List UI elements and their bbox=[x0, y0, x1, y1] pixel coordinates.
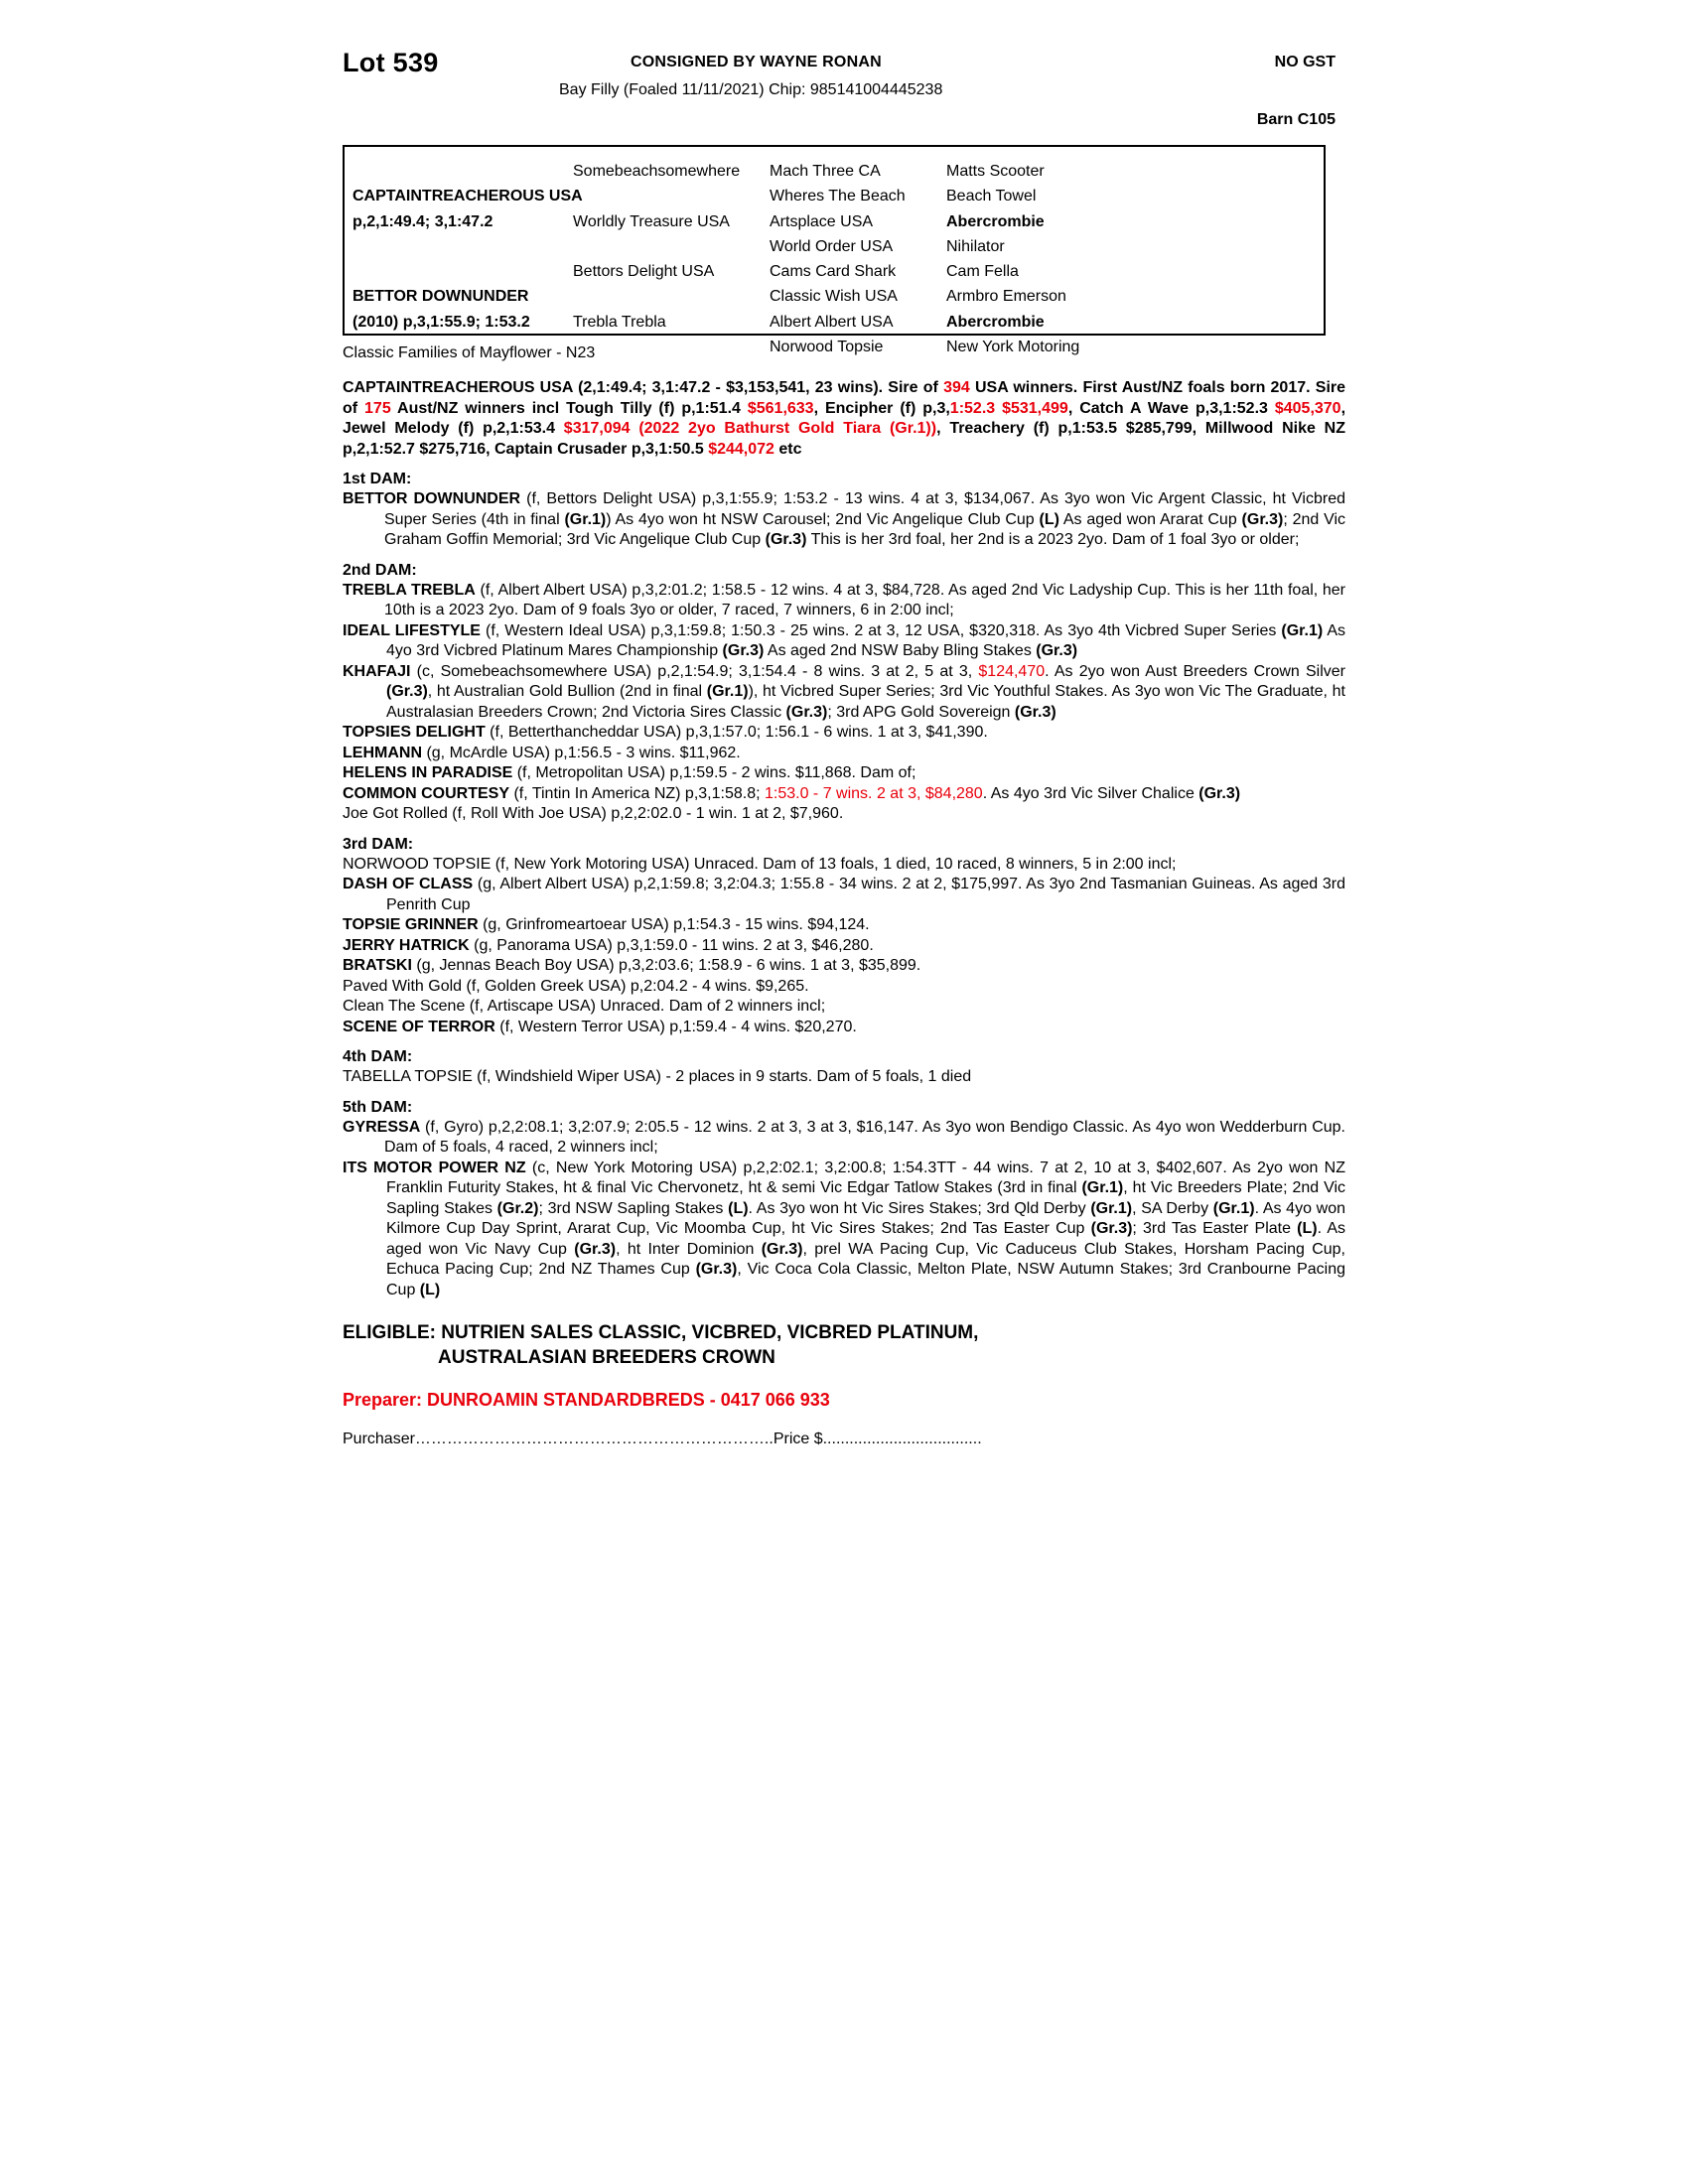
entry-details: (f, Western Terror USA) p,1:59.4 - 4 wins. $20,270. bbox=[494, 1018, 857, 1035]
sire-para-r2: 175 bbox=[364, 399, 391, 417]
sire-sire: Somebeachsomewhere bbox=[573, 163, 741, 180]
pedigree-entry bbox=[343, 621, 1345, 662]
sire-gp4: World Order USA bbox=[770, 237, 894, 255]
dam-heading: 2nd DAM: bbox=[343, 561, 417, 579]
dam-gp3: Albert Albert USA bbox=[770, 313, 894, 331]
dam-gp1: Cams Card Shark bbox=[770, 263, 897, 281]
barn-number: Barn C105 bbox=[1256, 111, 1336, 128]
pedigree-entry bbox=[343, 744, 1345, 764]
page-content bbox=[343, 40, 1345, 1448]
entry-name: TREBLA TREBLA bbox=[343, 581, 476, 599]
horse-description: Bay Filly (Foaled 11/11/2021) Chip: 985141004445238 bbox=[559, 81, 943, 98]
entry-name: BRATSKI bbox=[343, 957, 412, 974]
pedigree-col-grandparents bbox=[573, 147, 772, 334]
gst-status: NO GST bbox=[1274, 54, 1336, 70]
sire-ggp3: Abercrombie bbox=[946, 212, 1045, 230]
entry-details: (c, New York Motoring USA) p,2,2:02.1; 3,2:00.8; 1:54.3TT - 44 wins. 7 at 2, 10 at 3, $402,607. As 2yo won NZ Franklin Futurity Stakes, ht & final Vic Chervonetz, ht & semi Vic Edgar Tatlow Stakes (3rd in final (Gr.1), ht Vic Breeders Plate; 2nd Vic Sapling Stakes (Gr.2); 3rd NSW Sapling Stakes (L). As 3yo won ht Vic Sires Stakes; 3rd Qld Derby (Gr.1), SA Derby (Gr.1). As 4yo won Kilmore Cup Day Sprint, Ararat Cup, Vic Moomba Cup, ht Vic Sires Stakes; 2nd Tas Easter Cup (Gr.3); 3rd Tas Easter Plate (L). As aged won Vic Navy Cup (Gr.3), ht Inter Dominion (Gr.3), prel WA Pacing Cup, Vic Caduceus Club Stakes, Horsham Pacing Cup, Echuca Pacing Cup; 2nd NZ Thames Cup (Gr.3), Vic Coca Cola Classic, Melton Plate, NSW Autumn Stakes; 3rd Cranbourne Pacing Cup (L) bbox=[386, 1159, 1346, 1298]
entry-name: GYRESSA bbox=[343, 1118, 421, 1136]
sire-name: CAPTAINTREACHEROUS USA bbox=[352, 188, 583, 205]
sire-gp2: Wheres The Beach bbox=[770, 188, 906, 205]
entry-name: HELENS IN PARADISE bbox=[343, 764, 513, 781]
sire-para-p7: , Treachery (f) p,1:53.5 $285,799, Millwood Nike NZ p,2,1:52.7 $275,716, Captain Crusader p,3,1:50.5 bbox=[343, 420, 1345, 458]
entry-details: (g, Grinfromeartoear USA) p,1:54.3 - 15 wins. $94,124. bbox=[478, 916, 870, 933]
pedigree-entry bbox=[343, 763, 1345, 784]
entry-details: (f, Albert Albert USA) p,3,2:01.2; 1:58.5 - 12 wins. 4 at 3, $84,728. As aged 2nd Vic Ladyship Cup. This is her 11th foal, her 10th is a 2023 2yo. Dam of 9 foals 3yo or older, 7 raced, 7 winners, 6 in 2:00 incl; bbox=[384, 581, 1346, 618]
entry-details: (f, Betterthancheddar USA) p,3,1:57.0; 1:56.1 - 6 wins. 1 at 3, $41,390. bbox=[485, 724, 988, 741]
dam-gp2: Classic Wish USA bbox=[770, 288, 898, 306]
entry-name: SCENE OF TERROR bbox=[343, 1018, 495, 1035]
entry-name: TOPSIE GRINNER bbox=[343, 916, 479, 933]
sire-dam: Worldly Treasure USA bbox=[573, 212, 730, 230]
sire-ggp1: Matts Scooter bbox=[946, 163, 1045, 180]
page-header bbox=[343, 40, 1345, 139]
entry-details: (f, Gyro) p,2,2:08.1; 3,2:07.9; 2:05.5 - 12 wins. 2 at 3, 3 at 3, $16,147. As 3yo won Bendigo Classic. As 4yo won Wedderburn Cup. Dam of 5 foals, 4 raced, 2 winners incl; bbox=[384, 1118, 1345, 1156]
dam-name: BETTOR DOWNUNDER bbox=[352, 288, 529, 306]
pedigree-entry bbox=[343, 997, 1345, 1018]
sire-para-p1: CAPTAINTREACHEROUS USA (2,1:49.4; 3,1:47.2 - $3,153,541, 23 wins). Sire of bbox=[343, 379, 944, 396]
entry-name: DASH OF CLASS bbox=[343, 876, 474, 892]
entry-name: NORWOOD TOPSIE bbox=[343, 855, 492, 873]
highlight-earnings: $124,470 bbox=[978, 662, 1046, 680]
pedigree-entry bbox=[343, 915, 1345, 936]
sire-para-p3: Aust/NZ winners incl Tough Tilly (f) p,1:51.4 bbox=[390, 399, 748, 417]
entry-name: Clean The Scene bbox=[343, 998, 466, 1015]
sire-gp3: Artsplace USA bbox=[770, 212, 874, 230]
lot-number: Lot 539 bbox=[343, 48, 439, 77]
entry-details: (f, Golden Greek USA) p,2:04.2 - 4 wins. $9,265. bbox=[462, 977, 809, 995]
pedigree-entry bbox=[343, 936, 1345, 957]
sire-para-p6: , Jewel Melody (f) p,2,1:53.4 bbox=[343, 399, 1346, 437]
dam-dam: Trebla Trebla bbox=[573, 313, 666, 331]
sire-para-r5: $405,370 bbox=[1274, 399, 1341, 417]
sire-para-p4: , Encipher (f) p,3, bbox=[813, 399, 950, 417]
pedigree-entry bbox=[343, 489, 1345, 551]
eligible-line-2: AUSTRALASIAN BREEDERS CROWN bbox=[438, 1347, 775, 1368]
entry-name: Joe Got Rolled bbox=[343, 805, 448, 822]
entry-name: TABELLA TOPSIE bbox=[343, 1068, 473, 1085]
preparer-line: Preparer: DUNROAMIN STANDARDBREDS - 0417 066 933 bbox=[343, 1390, 830, 1410]
pedigree-entry bbox=[343, 855, 1345, 876]
pedigree-col-gg-grandparents bbox=[946, 147, 1125, 356]
dam-sections bbox=[343, 471, 1345, 1300]
sire-para-r1: 394 bbox=[943, 379, 970, 396]
dam-heading: 1st DAM: bbox=[343, 471, 412, 487]
entry-name: COMMON COURTESY bbox=[343, 784, 509, 802]
dam-sire: Bettors Delight USA bbox=[573, 263, 715, 281]
entry-name: JERRY HATRICK bbox=[343, 936, 470, 954]
pedigree-entry: KHAFAJI (c, Somebeachsomewhere USA) p,2,1:54.9; 3,1:54.4 - 8 wins. 3 at 2, 5 at 3, $124,470. As 2yo won Aust Breeders Crown Silver (Gr.3), ht Australian Gold Bullion (2nd in final (Gr.1)), ht Vicbred Super Series; 3rd Vic Youthful Stakes. As 3yo won Vic The Graduate, ht Australasian Breeders Crown; 2nd Victoria Sires Classic (Gr.3); 3rd APG Gold Sovereign (Gr.3) bbox=[343, 662, 1346, 721]
entry-details: (f, Metropolitan USA) p,1:59.5 - 2 wins. $11,868. Dam of; bbox=[512, 764, 916, 781]
family-line: Classic Families of Mayflower - N23 bbox=[343, 344, 596, 361]
entry-details: (g, Albert Albert USA) p,2,1:59.8; 3,2:04.3; 1:55.8 - 34 wins. 2 at 2, $175,997. As 3yo 2nd Tasmanian Guineas. As aged 3rd Penrith Cup bbox=[386, 876, 1346, 913]
pedigree-col-parents bbox=[352, 147, 583, 334]
dam-heading: 5th DAM: bbox=[343, 1098, 413, 1116]
sire-ggp4: Nihilator bbox=[946, 237, 1005, 255]
pedigree-entry bbox=[343, 1067, 1345, 1088]
pedigree-entry bbox=[343, 723, 1345, 744]
entry-details: (g, Panorama USA) p,3,1:59.0 - 11 wins. 2 at 3, $46,280. bbox=[469, 936, 874, 954]
pedigree-entry bbox=[343, 1159, 1345, 1301]
dam-ggp2: Armbro Emerson bbox=[946, 288, 1066, 306]
dam-heading: 4th DAM: bbox=[343, 1048, 413, 1065]
consignor-label: CONSIGNED BY WAYNE RONAN bbox=[631, 54, 882, 70]
pedigree-entry bbox=[343, 875, 1345, 915]
pedigree-entry bbox=[343, 956, 1345, 977]
dam-ggp4: New York Motoring bbox=[946, 339, 1080, 356]
entry-details: (f, Bettors Delight USA) p,3,1:55.9; 1:53.2 - 13 wins. 4 at 3, $134,067. As 3yo won Vic Argent Classic, ht Vicbred Super Series (4th in final (Gr.1)) As 4yo won ht NSW Carousel; 2nd Vic Angelique Club Cup (L) As aged won Ararat Cup (Gr.3); 2nd Vic Graham Goffin Memorial; 3rd Vic Angelique Club Cup (Gr.3) This is her 3rd foal, her 2nd is a 2023 2yo. Dam of 1 foal 3yo or older; bbox=[384, 490, 1346, 548]
dam-ggp1: Cam Fella bbox=[946, 263, 1019, 281]
dam-ggp3: Abercrombie bbox=[946, 313, 1045, 331]
dam-record: (2010) p,3,1:55.9; 1:53.2 bbox=[352, 313, 530, 331]
entry-details: (f, Western Ideal USA) p,3,1:59.8; 1:50.3 - 25 wins. 2 at 3, 12 USA, $320,318. As 3yo 4th Vicbred Super Series (Gr.1) As 4yo 3rd Vicbred Platinum Mares Championship (Gr.3) As aged 2nd NSW Baby Bling Stakes (Gr.3) bbox=[386, 621, 1346, 659]
sire-paragraph bbox=[343, 378, 1345, 460]
entry-details: (g, McArdle USA) p,1:56.5 - 3 wins. $11,962. bbox=[422, 744, 741, 761]
sire-para-p2: USA winners. First Aust/NZ foals born 2017. Sire of bbox=[343, 379, 1346, 417]
sire-para-p5: , Catch A Wave p,3,1:52.3 bbox=[1067, 399, 1275, 417]
eligible-line-1: ELIGIBLE: NUTRIEN SALES CLASSIC, VICBRED, VICBRED PLATINUM, bbox=[343, 1322, 979, 1343]
entry-name: IDEAL LIFESTYLE bbox=[343, 621, 481, 639]
pedigree-entry bbox=[343, 977, 1345, 998]
entry-details: (g, Jennas Beach Boy USA) p,3,2:03.6; 1:58.9 - 6 wins. 1 at 3, $35,899. bbox=[411, 957, 921, 974]
sire-record: p,2,1:49.4; 3,1:47.2 bbox=[352, 212, 493, 230]
purchaser-line: Purchaser…………………………………………………………..Price $.................................... bbox=[343, 1431, 982, 1447]
sire-para-r4: 1:52.3 $531,499 bbox=[949, 399, 1068, 417]
eligible-block bbox=[343, 1320, 1345, 1370]
entry-name: TOPSIES DELIGHT bbox=[343, 724, 486, 741]
sire-ggp2: Beach Towel bbox=[946, 188, 1037, 205]
pedigree-entry bbox=[343, 581, 1345, 621]
dam-gp4: Norwood Topsie bbox=[770, 339, 884, 356]
highlight-earnings: 1:53.0 - 7 wins. 2 at 3, $84,280 bbox=[765, 784, 983, 802]
entry-name: ITS MOTOR POWER NZ bbox=[343, 1159, 526, 1176]
sire-para-r7: $244,072 bbox=[708, 440, 774, 458]
entry-name: BETTOR DOWNUNDER bbox=[343, 490, 521, 507]
entry-details: (f, Artiscape USA) Unraced. Dam of 2 winners incl; bbox=[465, 998, 826, 1015]
entry-details: (f, New York Motoring USA) Unraced. Dam of 13 foals, 1 died, 10 raced, 8 winners, 5 in 2:00 incl; bbox=[491, 855, 1177, 873]
sire-para-p8: etc bbox=[774, 440, 802, 458]
pedigree-col-great-grandparents bbox=[770, 147, 946, 356]
pedigree-entry bbox=[343, 804, 1345, 825]
dam-heading: 3rd DAM: bbox=[343, 835, 414, 853]
entry-details: (f, Roll With Joe USA) p,2,2:02.0 - 1 win. 1 at 2, $7,960. bbox=[447, 805, 844, 822]
pedigree-entry bbox=[343, 1018, 1345, 1038]
sire-para-r6: $317,094 (2022 2yo Bathurst Gold Tiara (Gr.1)) bbox=[563, 420, 937, 437]
pedigree-entry: COMMON COURTESY (f, Tintin In America NZ) p,3,1:58.8; 1:53.0 - 7 wins. 2 at 3, $84,280. As 4yo 3rd Vic Silver Chalice (Gr.3) bbox=[343, 784, 1241, 802]
entry-details: (f, Windshield Wiper USA) - 2 places in 9 starts. Dam of 5 foals, 1 died bbox=[472, 1068, 972, 1085]
pedigree-entry bbox=[343, 1118, 1345, 1159]
entry-name: Paved With Gold bbox=[343, 977, 463, 995]
sire-para-r3: $561,633 bbox=[747, 399, 814, 417]
entry-name: LEHMANN bbox=[343, 744, 422, 761]
entry-name: KHAFAJI bbox=[343, 662, 411, 680]
sire-gp1: Mach Three CA bbox=[770, 163, 881, 180]
